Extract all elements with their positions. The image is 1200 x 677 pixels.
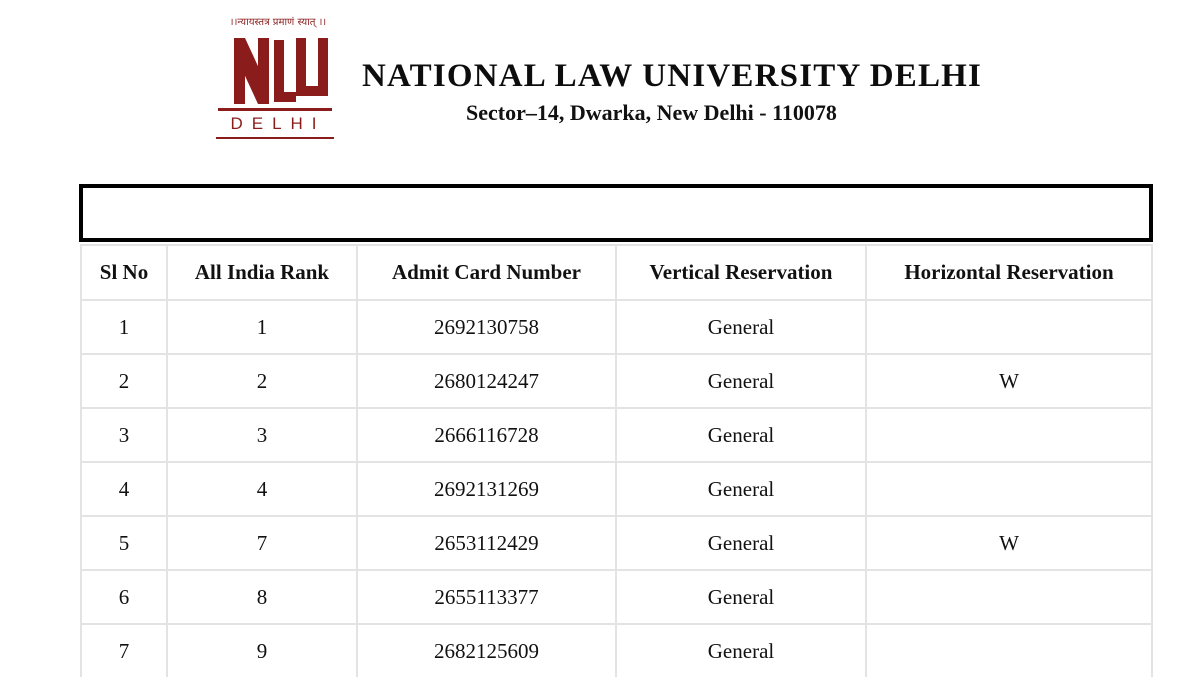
- table-row: [81, 516, 1152, 570]
- cell-sl-no: 4: [81, 462, 167, 516]
- university-logo: [214, 14, 336, 140]
- header-vertical-reservation: Vertical Reservation: [616, 245, 866, 300]
- cell-sl-no: 6: [81, 570, 167, 624]
- cell-admit-card: 2692130758: [357, 300, 616, 354]
- cell-horizontal: W: [866, 354, 1152, 408]
- cell-sl-no: 3: [81, 408, 167, 462]
- cell-rank: 4: [167, 462, 357, 516]
- cell-admit-card: 2680124247: [357, 354, 616, 408]
- cell-sl-no: 7: [81, 624, 167, 677]
- cell-rank: 8: [167, 570, 357, 624]
- cell-rank: 1: [167, 300, 357, 354]
- cell-horizontal: [866, 462, 1152, 516]
- cell-sl-no: 1: [81, 300, 167, 354]
- university-name: NATIONAL LAW UNIVERSITY DELHI: [362, 58, 983, 94]
- cell-rank: 7: [167, 516, 357, 570]
- header-sl-no: Sl No: [81, 245, 167, 300]
- cell-rank: 2: [167, 354, 357, 408]
- header-admit-card-number: Admit Card Number: [357, 245, 616, 300]
- cell-horizontal: [866, 408, 1152, 462]
- results-table: [80, 244, 1153, 677]
- cell-horizontal: W: [866, 516, 1152, 570]
- cell-admit-card: 2655113377: [357, 570, 616, 624]
- cell-vertical: General: [616, 408, 866, 462]
- cell-admit-card: 2653112429: [357, 516, 616, 570]
- table-row: [81, 570, 1152, 624]
- table-row: [81, 300, 1152, 354]
- cell-vertical: General: [616, 300, 866, 354]
- logo-city-label: DELHI: [230, 114, 326, 133]
- table-header-row: [81, 245, 1152, 300]
- cell-sl-no: 2: [81, 354, 167, 408]
- table-row: [81, 624, 1152, 677]
- cell-vertical: General: [616, 516, 866, 570]
- cell-rank: 3: [167, 408, 357, 462]
- cell-vertical: General: [616, 570, 866, 624]
- header-all-india-rank: All India Rank: [167, 245, 357, 300]
- logo-underline: [216, 137, 334, 139]
- university-address: Sector–14, Dwarka, New Delhi - 110078: [466, 100, 837, 125]
- cell-sl-no: 5: [81, 516, 167, 570]
- cell-admit-card: 2666116728: [357, 408, 616, 462]
- header-horizontal-reservation: Horizontal Reservation: [866, 245, 1152, 300]
- list-title-box: [79, 184, 1153, 242]
- cell-horizontal: [866, 570, 1152, 624]
- table-row: [81, 462, 1152, 516]
- table-row: [81, 408, 1152, 462]
- cell-admit-card: 2682125609: [357, 624, 616, 677]
- cell-horizontal: [866, 624, 1152, 677]
- table-row: [81, 354, 1152, 408]
- logo-motto: ।।न्यायस्तत्र प्रमाणं स्यात् ।।: [229, 17, 327, 28]
- cell-vertical: General: [616, 354, 866, 408]
- cell-admit-card: 2692131269: [357, 462, 616, 516]
- cell-rank: 9: [167, 624, 357, 677]
- cell-vertical: General: [616, 624, 866, 677]
- nlu-monogram-icon: [214, 30, 336, 114]
- cell-horizontal: [866, 300, 1152, 354]
- cell-vertical: General: [616, 462, 866, 516]
